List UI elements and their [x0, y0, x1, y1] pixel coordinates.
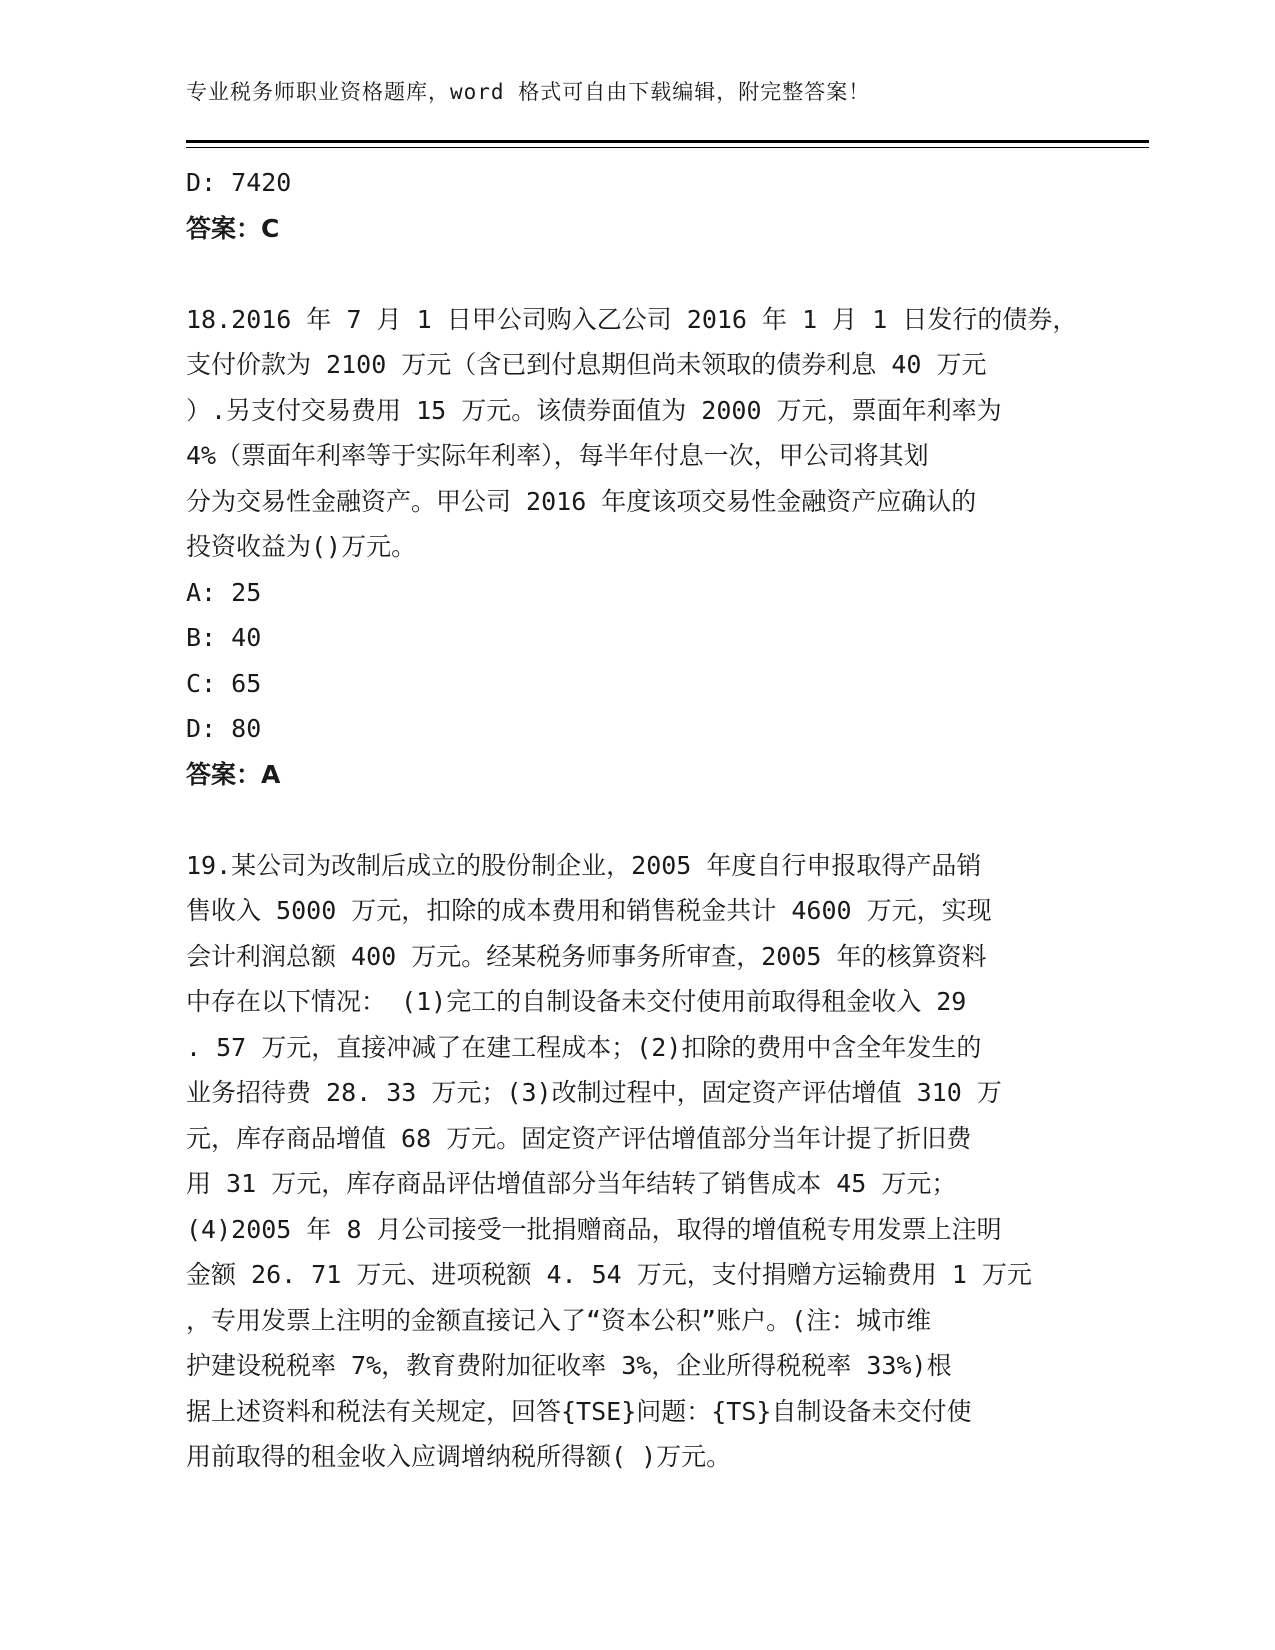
- question-line: 用 31 万元，库存商品评估增值部分当年结转了销售成本 45 万元；: [186, 1169, 957, 1198]
- question-line: 投资收益为()万元。: [186, 532, 417, 561]
- header-rule-thick: [186, 140, 1149, 143]
- page-content: [186, 160, 1086, 1480]
- answer: 答案：A: [186, 759, 281, 789]
- question-line: 用前取得的租金收入应调增纳税所得额( )万元。: [186, 1442, 732, 1471]
- question-18: [186, 297, 1086, 798]
- question-line: 护建设税税率 7%，教育费附加征收率 3%，企业所得税税率 33%)根: [186, 1351, 952, 1380]
- question-19: [186, 843, 1086, 1480]
- question-line: . 57 万元，直接冲减了在建工程成本；(2)扣除的费用中含全年发生的: [186, 1032, 982, 1062]
- header-rule-thin: [186, 147, 1149, 148]
- question-line: 中存在以下情况： (1)完工的自制设备未交付使用前取得租金收入 29: [186, 987, 967, 1016]
- question-line: (4)2005 年 8 月公司接受一批捐赠商品，取得的增值税专用发票上注明: [186, 1214, 1002, 1244]
- spacer: [186, 797, 1086, 843]
- question-line: 会计利润总额 400 万元。经某税务师事务所审查，2005 年的核算资料: [186, 941, 987, 971]
- option-b: B: 40: [186, 623, 262, 652]
- option-c: C: 65: [186, 668, 262, 698]
- prev-option-d: D: 7420: [186, 168, 292, 197]
- question-line: 4%（票面年利率等于实际年利率），每半年付息一次，甲公司将其划: [186, 441, 929, 470]
- question-line: 元，库存商品增值 68 万元。固定资产评估增值部分当年计提了折旧费: [186, 1123, 972, 1153]
- question-line: 19.某公司为改制后成立的股份制企业，2005 年度自行申报取得产品销: [186, 850, 982, 880]
- spacer: [186, 251, 1086, 297]
- question-line: 金额 26. 71 万元、进项税额 4. 54 万元，支付捐赠方运输费用 1 万元: [186, 1260, 1032, 1289]
- prev-answer: 答案：C: [186, 213, 280, 243]
- question-line: 支付价款为 2100 万元（含已到付息期但尚未领取的债券利息 40 万元: [186, 350, 987, 379]
- question-line: 分为交易性金融资产。甲公司 2016 年度该项交易性金融资产应确认的: [186, 486, 977, 516]
- option-a: A: 25: [186, 577, 262, 607]
- question-line: 售收入 5000 万元，扣除的成本费用和销售税金共计 4600 万元，实现: [186, 896, 992, 925]
- question-line: ，专用发票上注明的金额直接记入了“资本公积”账户。(注：城市维: [186, 1305, 932, 1335]
- option-d: D: 80: [186, 714, 262, 743]
- question-line: 业务招待费 28. 33 万元；(3)改制过程中，固定资产评估增值 310 万: [186, 1078, 1002, 1107]
- question-line: 据上述资料和税法有关规定，回答{TSE}问题：{TS}自制设备未交付使: [186, 1396, 972, 1426]
- page-header: 专业税务师职业资格题库，word 格式可自由下载编辑，附完整答案！: [186, 80, 871, 104]
- question-line: 18.2016 年 7 月 1 日甲公司购入乙公司 2016 年 1 月 1 日发行的债券，: [186, 304, 1078, 334]
- question-line: ）.另支付交易费用 15 万元。该债券面值为 2000 万元，票面年利率为: [186, 395, 1002, 425]
